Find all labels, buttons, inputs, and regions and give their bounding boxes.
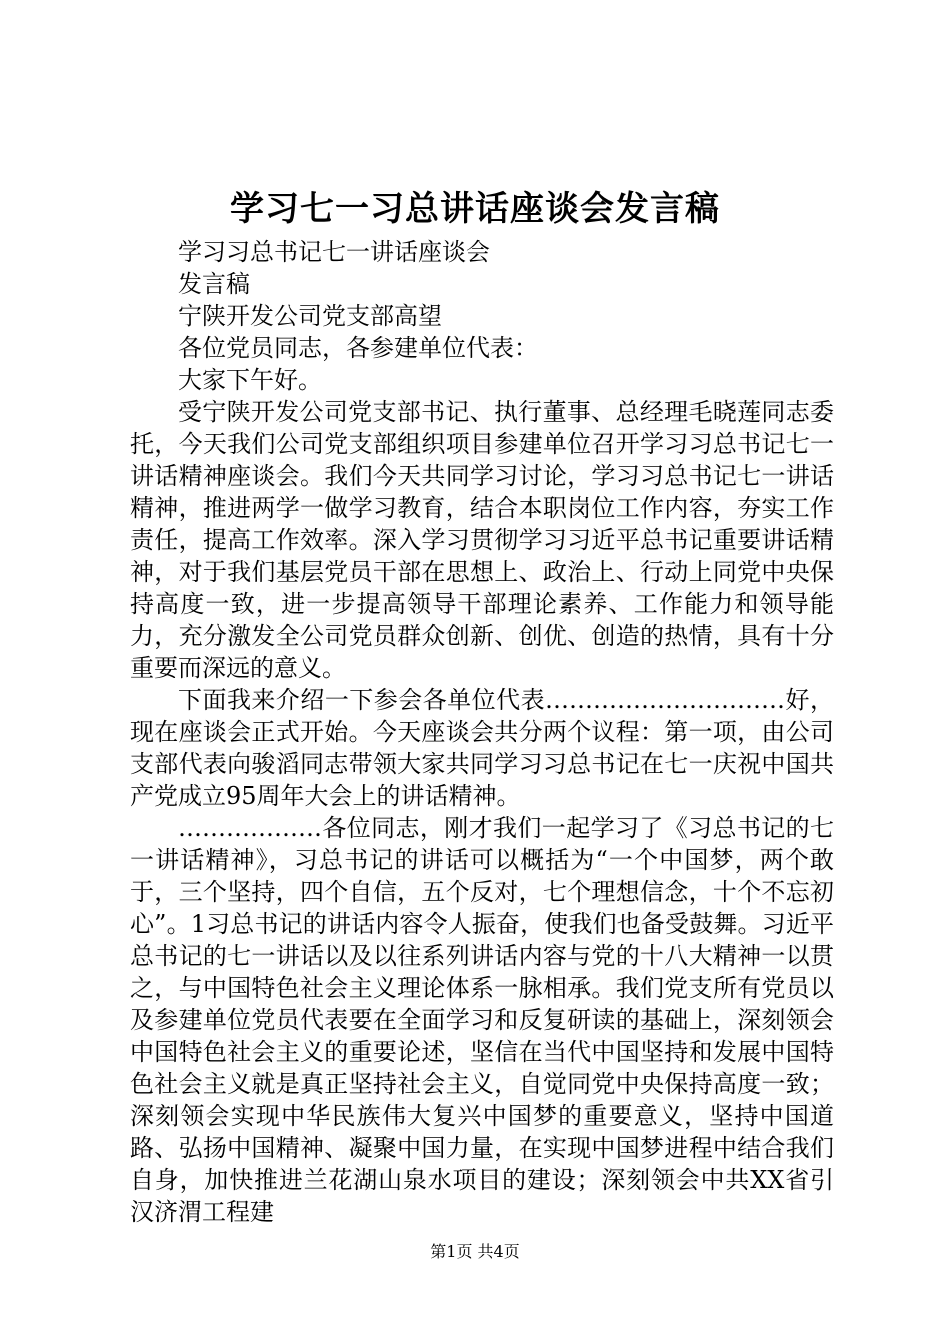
paragraph-salutation: 各位党员同志，各参建单位代表：	[178, 334, 538, 362]
document-title: 学习七一习总讲话座谈会发言稿	[230, 189, 720, 229]
page-footer: 第1页 共4页	[430, 1242, 520, 1261]
paragraph-body: 下面我来介绍一下参会各单位代表…………………………好，现在座谈会正式开始。今天座谈会共分两个议程：第一项，由公司支部代表向骏滔同志带领大家共同学习习总书记在七一庆祝中国共产党成立95周年大会上的讲话精神。	[130, 686, 834, 810]
document-body	[130, 236, 834, 1228]
paragraph-author: 宁陕开发公司党支部高望	[178, 302, 442, 330]
paragraph-heading-line-1: 学习习总书记七一讲话座谈会	[178, 238, 490, 266]
paragraph-body: ………………各位同志，刚才我们一起学习了《习总书记的七一讲话精神》，习总书记的讲话可以概括为“一个中国梦，两个敢于，三个坚持，四个自信，五个反对，七个理想信念，十个不忘初心”。1习总书记的讲话内容令人振奋，使我们也备受鼓舞。习近平总书记的七一讲话以及以往系列讲话内容与党的十八大精神一以贯之，与中国特色社会主义理论体系一脉相承。我们党支所有党员以及参建单位党员代表要在全面学习和反复研读的基础上，深刻领会中国特色社会主义的重要论述，坚信在当代中国坚持和发展中国特色社会主义就是真正坚持社会主义，自觉同党中央保持高度一致；深刻领会实现中华民族伟大复兴中国梦的重要意义，坚持中国道路、弘扬中国精神、凝聚中国力量，在实现中国梦进程中结合我们自身，加快推进兰花湖山泉水项目的建设；深刻领会中共XX省引汉济渭工程建	[130, 814, 834, 1226]
paragraph-heading-line-2: 发言稿	[178, 270, 250, 298]
paragraph-body: 受宁陕开发公司党支部书记、执行董事、总经理毛晓莲同志委托，今天我们公司党支部组织项目参建单位召开学习习总书记七一讲话精神座谈会。我们今天共同学习讨论，学习习总书记七一讲话精神，推进两学一做学习教育，结合本职岗位工作内容，夯实工作责任，提高工作效率。深入学习贯彻学习习近平总书记重要讲话精神，对于我们基层党员干部在思想上、政治上、行动上同党中央保持高度一致，进一步提高领导干部理论素养、工作能力和领导能力，充分激发全公司党员群众创新、创优、创造的热情，具有十分重要而深远的意义。	[130, 398, 834, 682]
paragraph-greeting: 大家下午好。	[178, 366, 322, 394]
